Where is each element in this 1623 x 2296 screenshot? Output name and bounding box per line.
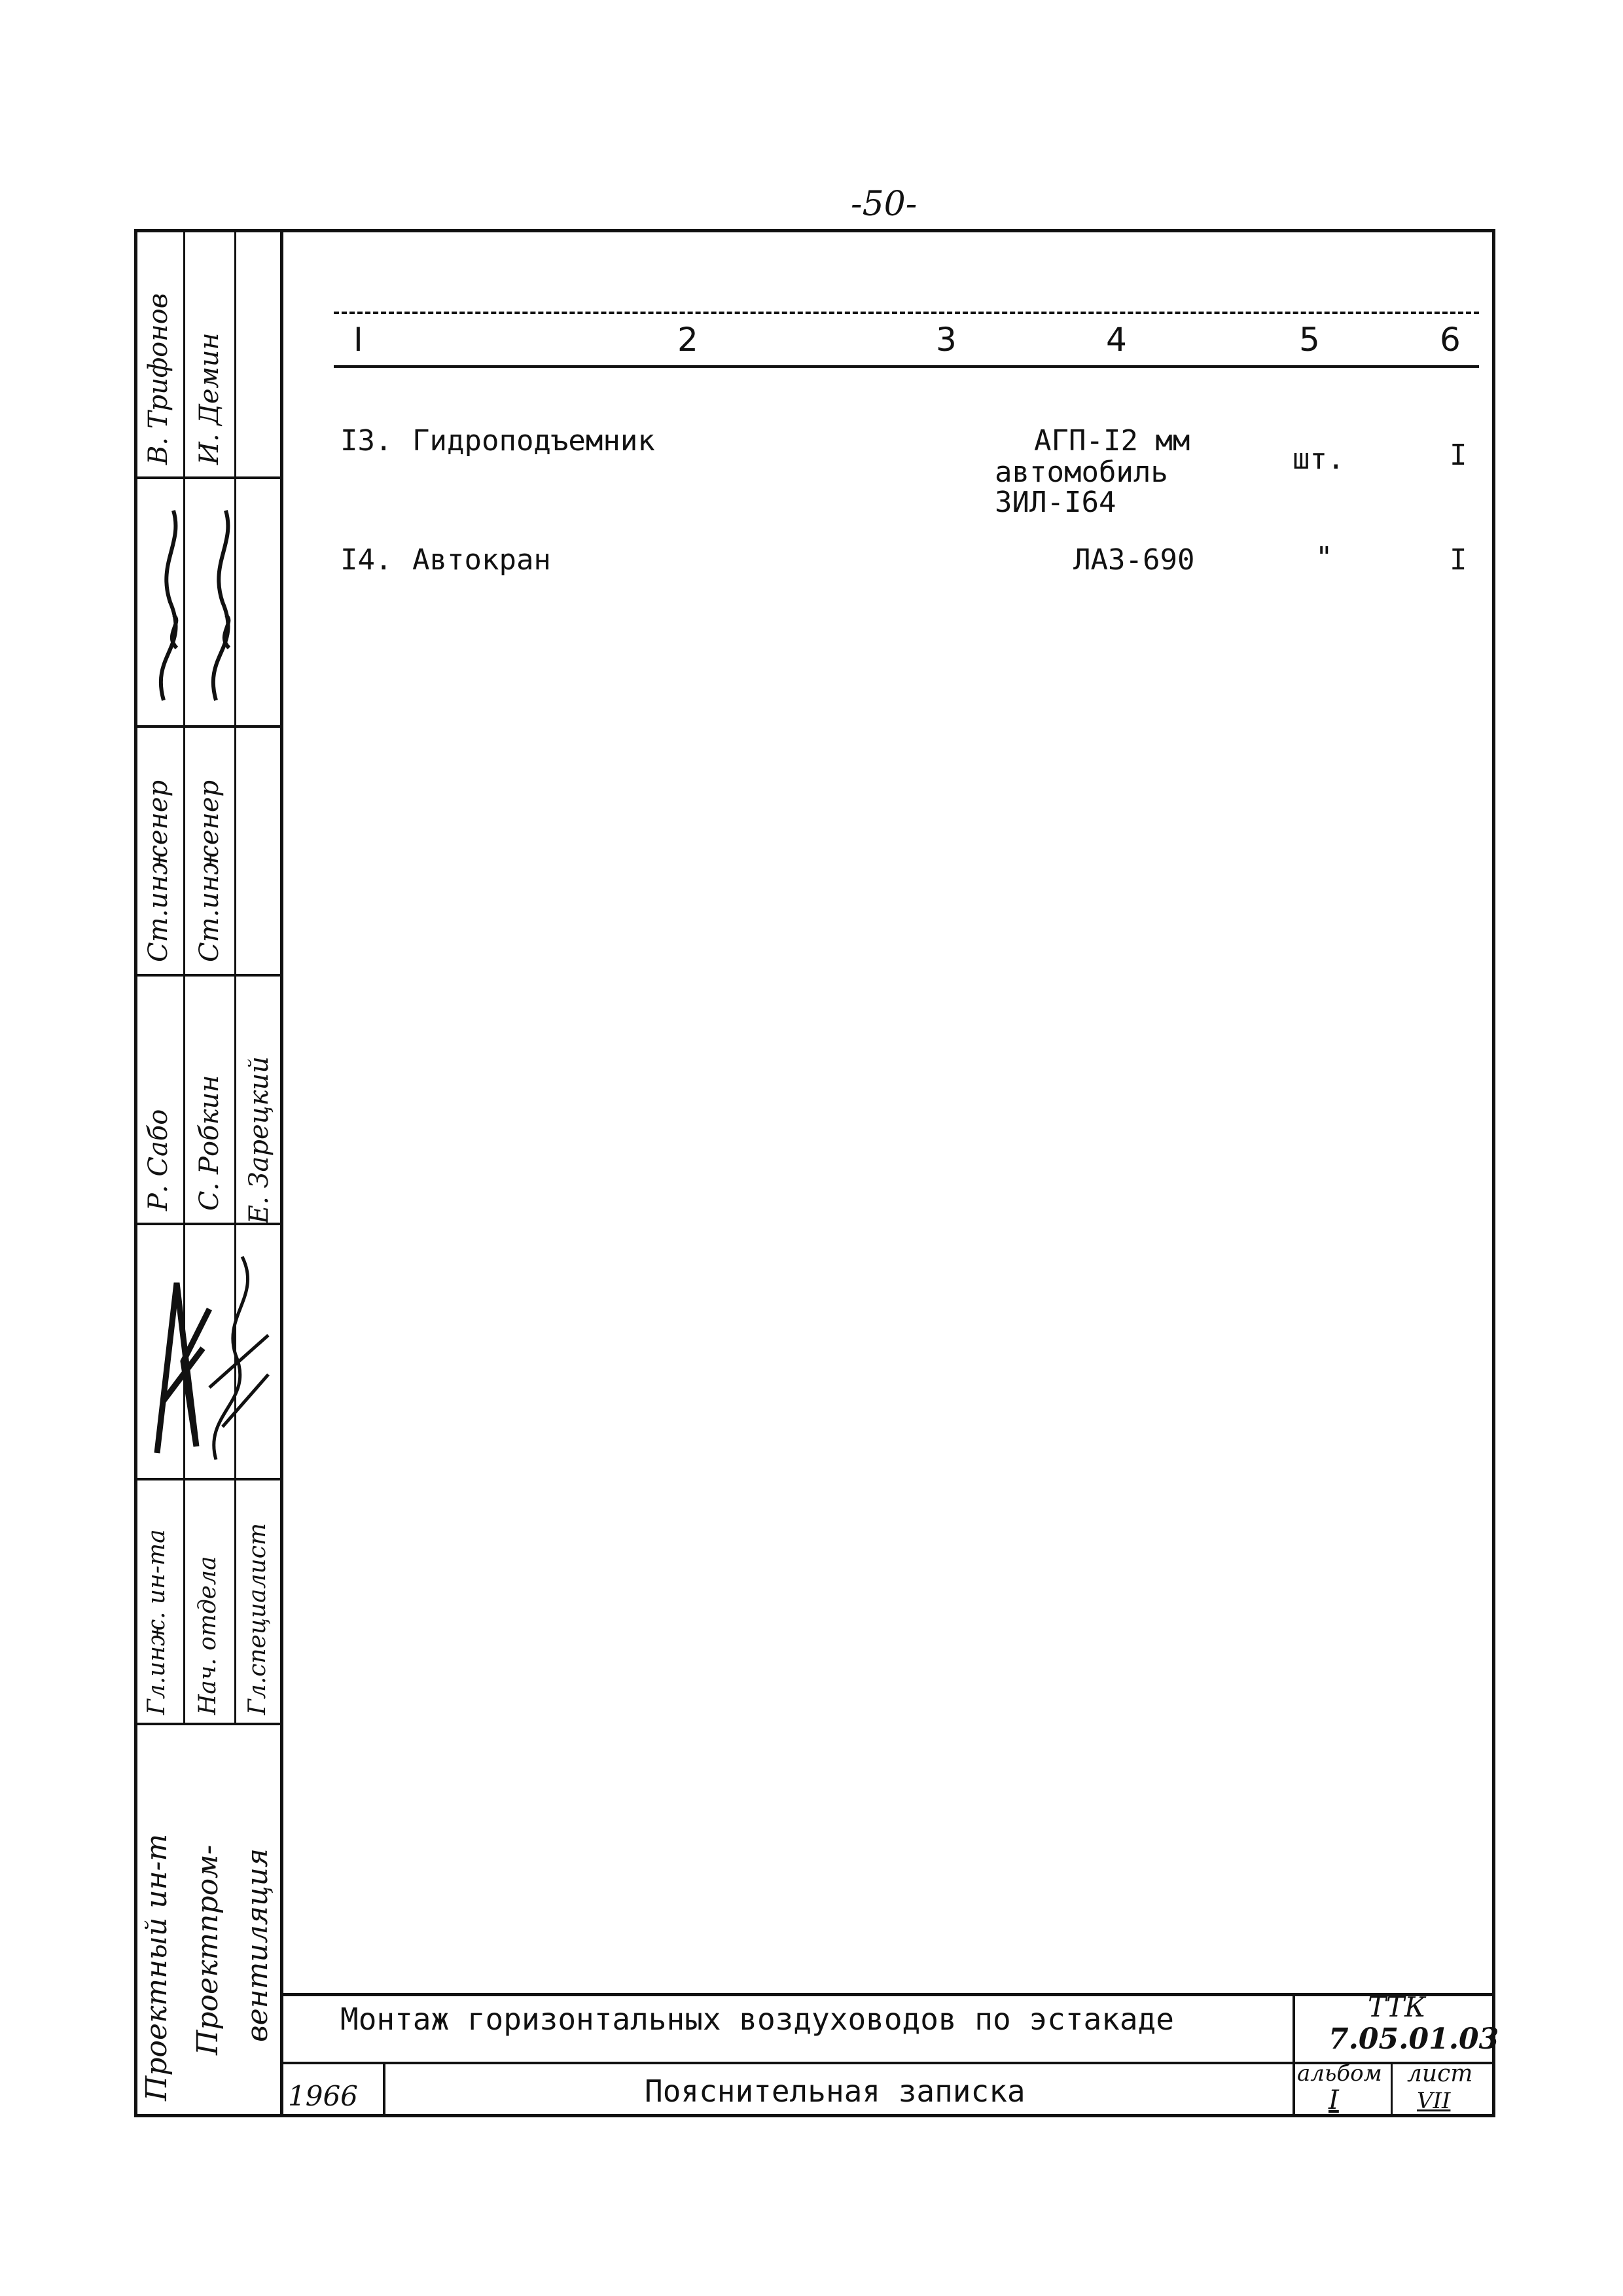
stamp-position-chief-engineer: Гл.инж. ин-та	[143, 1529, 170, 1715]
page-number: -50-	[851, 185, 918, 224]
table-row-13-name: Гидроподъемник	[412, 424, 655, 457]
title-block-subtitle: Пояснительная записка	[645, 2073, 1026, 2109]
table-row-13-model-line-3: ЗИЛ-I64	[995, 486, 1116, 519]
stamp-engineer-2: Ст.инженер	[194, 780, 224, 962]
stamp-name-zaretsky: Е. Зарецкий	[244, 1056, 274, 1224]
title-block-top-line	[280, 1993, 1494, 1996]
stamp-row-line-6	[134, 1723, 281, 1725]
signature-block-1	[137, 484, 278, 720]
stamp-org-line-3: вентиляция	[241, 1848, 274, 2042]
title-block-code: 7.05.01.03	[1329, 2022, 1499, 2056]
frame-bottom	[134, 2114, 1495, 2117]
column-header-4: 4	[1106, 321, 1127, 359]
table-row-13-model-line-1: АГП-I2 мм	[1034, 424, 1190, 457]
table-header-line-bottom	[334, 365, 1479, 368]
stamp-col-line-2	[234, 229, 236, 1725]
frame-top	[134, 229, 1495, 232]
sheet-label: лист	[1407, 2060, 1473, 2087]
stamp-engineer-1: Ст.инженер	[143, 780, 173, 962]
stamp-position-chief-specialist: Гл.специалист	[244, 1522, 271, 1715]
stamp-org-line-1: Проектный ин-т	[140, 1833, 173, 2101]
frame-left-inner	[280, 229, 283, 2117]
album-label: альбом	[1297, 2060, 1382, 2087]
table-row-13-unit: шт.	[1293, 442, 1345, 476]
stamp-org-line-2: Проектпром-	[191, 1844, 224, 2055]
stamp-row-line-2	[134, 725, 281, 728]
table-row-14-name: Автокран	[412, 543, 551, 577]
column-header-1: I	[353, 321, 363, 359]
stamp-name-demin: И. Демин	[194, 332, 224, 465]
frame-right	[1492, 229, 1495, 2117]
title-block-year: 1966	[288, 2080, 358, 2112]
stamp-row-line-3	[134, 974, 281, 977]
stamp-position-head-department: Нач. отдела	[194, 1556, 221, 1715]
column-header-3: 3	[936, 321, 957, 359]
signature-block-2	[137, 1230, 278, 1473]
table-row-14-number: I4.	[340, 543, 393, 577]
title-block-code-label: ТТК	[1368, 1991, 1426, 2023]
title-block-divider-sheet	[1391, 2062, 1393, 2117]
table-row-14-qty: I	[1450, 543, 1467, 577]
table-row-14-model: ЛАЗ-690	[1073, 543, 1195, 577]
table-row-13-qty: I	[1450, 439, 1467, 472]
stamp-name-sabo: Р. Сабо	[143, 1109, 173, 1211]
column-header-2: 2	[677, 321, 698, 359]
column-header-6: 6	[1440, 321, 1461, 359]
title-block-title: Монтаж горизонтальных воздуховодов по эстакаде	[340, 2001, 1174, 2037]
column-header-5: 5	[1299, 321, 1320, 359]
title-block-divider-year	[383, 2062, 385, 2117]
stamp-name-trifonov: В. Трифонов	[143, 293, 173, 465]
album-value: I	[1329, 2085, 1339, 2115]
stamp-row-line-5	[134, 1478, 281, 1480]
stamp-col-line-1	[183, 229, 185, 1725]
stamp-name-robkin: С. Робкин	[194, 1075, 224, 1211]
table-row-13-model-line-2: автомобиль	[995, 456, 1168, 489]
stamp-row-line-1	[134, 476, 281, 479]
title-block-divider-main	[1293, 1993, 1295, 2117]
sheet-value: VII	[1417, 2088, 1451, 2114]
table-row-14-unit: "	[1315, 541, 1333, 574]
table-row-13-number: I3.	[340, 424, 393, 457]
table-header-line-top	[334, 312, 1479, 314]
